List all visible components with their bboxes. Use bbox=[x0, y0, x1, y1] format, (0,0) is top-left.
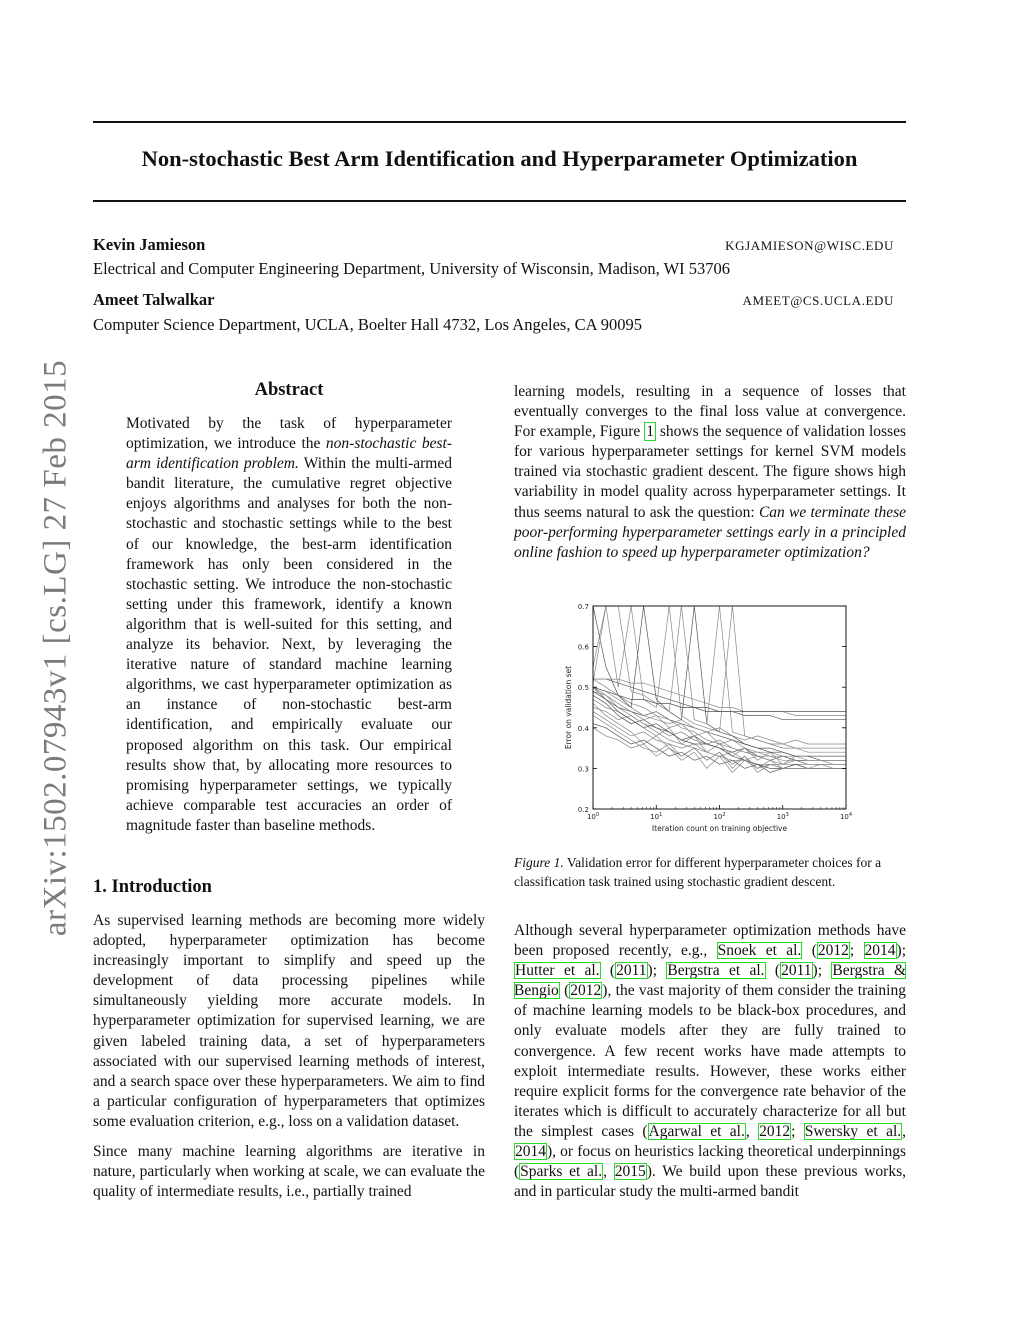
y-tick-label: 0.5 bbox=[577, 684, 589, 693]
citation-link[interactable]: 2012 bbox=[817, 942, 849, 960]
rb-text: Although several hyperparameter optimization methods have been proposed recently, e.g., bbox=[514, 922, 906, 960]
y-tick-label: 0.4 bbox=[577, 724, 589, 733]
rb-text: , bbox=[603, 1163, 614, 1181]
rb-text: ( bbox=[802, 942, 817, 960]
abstract-text-2: Within the multi-armed bandit literature, the cumulative regret objective enjoys algorithms and analyses for both the non-stochastic and stochastic settings while to the best of our knowledge, the best-arm identification framework has only been considered in the stochastic setting. We introduce the non-stochastic setting under this framework, identify a known algorithm that is well-suited for this setting, and analyze its behavior. Next, by leveraging the iterative nature of standard machine learning algorithms, we cast hyperparameter optimization as an instance of non-stochastic best-arm identification, and empirically evaluate our proposed algorithm on this task. Our empirical results show that, by allocating more resources to promising hyperparameter settings, we typically achieve comparable test accuracies an order of magnitude faster than baseline methods. bbox=[126, 455, 452, 834]
intro-paragraph-1: As supervised learning methods are becoming more widely adopted, hyperparameter optimization has become increasingly important to simplify and speed up the development of data processing pipelines while simultaneously yielding more accurate models. In hyperparameter optimization for supervised learning, we are given labeled training data, a set of hyperparameters associated with our supervised learning methods of interest, and a search space over these hyperparameters. We aim to find a particular configuration of hyperparameters that optimizes some evaluation criterion, e.g., loss on a validation dataset. bbox=[93, 912, 485, 1130]
citation-link[interactable]: 2012 bbox=[570, 982, 602, 1000]
right-column-bottom bbox=[514, 921, 906, 1202]
rb-text: ); bbox=[812, 962, 832, 980]
right-text-a: learning models, resulting in a sequence of losses that eventually converges to the final loss value at convergence. For example, Figure bbox=[514, 383, 906, 441]
citation-link[interactable]: 2014 bbox=[864, 942, 896, 960]
author-affiliation-1: Electrical and Computer Engineering Department, University of Wisconsin, Madison, WI 53706 bbox=[93, 259, 731, 278]
rb-text: ( bbox=[765, 962, 781, 980]
figure-1-chart bbox=[556, 598, 856, 838]
y-tick-label: 0.3 bbox=[577, 765, 589, 774]
citation-link[interactable]: 2015 bbox=[614, 1163, 646, 1181]
research-question: Can we terminate these poor-performing hyperparameter settings early in a principled online fashion to speed up hyperparameter optimization? bbox=[514, 503, 906, 561]
figure-label: Figure 1. bbox=[514, 855, 564, 870]
citation-link[interactable]: Bergstra & Bengio bbox=[514, 962, 907, 1000]
citation-link[interactable]: 2012 bbox=[759, 1122, 791, 1140]
abstract-emphasis: non-stochastic best-arm identification problem. bbox=[126, 435, 452, 473]
series-line-s13 bbox=[593, 606, 846, 756]
rb-text: ( bbox=[600, 962, 616, 980]
citation-link[interactable]: Snoek et al. bbox=[717, 942, 802, 960]
right-text-b: shows the sequence of validation losses for various hyperparameter settings for kernel SVM models trained via stochastic gradient descent. The figure shows high variability in model quality across hyperparameter settings. It thus seems natural to ask the question: bbox=[514, 423, 906, 521]
abstract-body bbox=[126, 414, 452, 836]
rb-text: ), or focus on heuristics lacking theoretical underpinnings ( bbox=[514, 1143, 906, 1181]
figure-caption bbox=[514, 853, 906, 891]
citation-link[interactable]: 2011 bbox=[616, 962, 647, 980]
citation-link[interactable]: 2014 bbox=[515, 1143, 546, 1161]
y-tick-label: 0.7 bbox=[577, 603, 589, 611]
author-affiliation-2: Computer Science Department, UCLA, Boelter Hall 4732, Los Angeles, CA 90095 bbox=[93, 315, 642, 334]
rb-text: ); bbox=[647, 962, 667, 980]
rb-text: ). We build upon these previous works, and in particular study the multi-armed bandit bbox=[514, 1163, 906, 1201]
x-tick-label: $10^1$ bbox=[650, 812, 663, 821]
series-line-s14 bbox=[593, 606, 846, 752]
citation-link[interactable]: Bergstra et al. bbox=[667, 962, 765, 980]
intro-paragraph-2: Since many machine learning algorithms are iterative in nature, particularly when working at scale, we can evaluate the quality of intermediate results, i.e., partially trained bbox=[93, 1143, 485, 1201]
series-line-s8 bbox=[593, 679, 846, 716]
title-rule-top bbox=[93, 121, 906, 123]
intro-body bbox=[93, 911, 485, 1212]
series-line-s2 bbox=[593, 679, 846, 764]
paper-title: Non-stochastic Best Arm Identification and Hyperparameter Optimization bbox=[141, 146, 858, 171]
rb-text: ; bbox=[849, 942, 864, 960]
citation-link[interactable]: Swersky et al. bbox=[804, 1122, 902, 1140]
author-email-1[interactable]: KGJAMIESON@WISC.EDU bbox=[725, 238, 894, 253]
citation-link[interactable]: Agarwal et al. bbox=[648, 1122, 745, 1140]
citation-link[interactable]: Hutter et al. bbox=[515, 962, 600, 980]
author-email-2[interactable]: AMEET@CS.UCLA.EDU bbox=[742, 293, 894, 308]
rb-text: ; bbox=[791, 1122, 804, 1140]
rb-text: ), the vast majority of them consider the training of machine learning models to be black-box procedures, and only evaluate models after they are fully trained to convergence. A few recent works have made attempts to exploit intermediate results. However, these works either require explicit forms for the convergence rate behavior of the iterates which is difficult to accurately characterize for all but the simplest cases ( bbox=[514, 982, 906, 1140]
rb-text: ( bbox=[559, 982, 570, 1000]
figure-caption-text: Validation error for different hyperparameter choices for a classification task trained using stochastic gradient descent. bbox=[514, 855, 882, 889]
x-tick-label: $10^0$ bbox=[586, 812, 600, 821]
rb-text: , bbox=[902, 1122, 906, 1140]
arxiv-stamp: arXiv:1502.07943v1 [cs.LG] 27 Feb 2015 bbox=[37, 359, 74, 937]
x-tick-label: $10^2$ bbox=[713, 812, 726, 821]
abstract-heading: Abstract bbox=[254, 380, 324, 400]
rb-text: , bbox=[745, 1122, 759, 1140]
x-tick-label: $10^4$ bbox=[839, 812, 853, 821]
right-column-top bbox=[514, 382, 906, 563]
y-tick-label: 0.2 bbox=[577, 806, 589, 814]
author-name-1: Kevin Jamieson bbox=[93, 235, 206, 254]
citation-link[interactable]: 2011 bbox=[781, 962, 812, 980]
author-name-2: Ameet Talwalkar bbox=[93, 290, 215, 309]
x-axis-label: Iteration count on training objective bbox=[651, 824, 788, 833]
abstract-text-1: Motivated by the task of hyperparameter optimization, we introduce the bbox=[126, 415, 452, 453]
intro-heading: 1. Introduction bbox=[93, 877, 212, 897]
rb-text: ); bbox=[896, 942, 906, 960]
series-line-s15 bbox=[593, 606, 846, 748]
title-rule-bottom bbox=[93, 200, 906, 202]
y-tick-label: 0.6 bbox=[577, 643, 589, 652]
citation-link[interactable]: Sparks et al. bbox=[520, 1163, 603, 1181]
series-line-s20 bbox=[593, 728, 846, 773]
figure-ref-link[interactable]: 1 bbox=[646, 423, 654, 441]
y-axis-label: Error on validation set bbox=[564, 665, 573, 750]
x-tick-label: $10^3$ bbox=[776, 812, 789, 821]
